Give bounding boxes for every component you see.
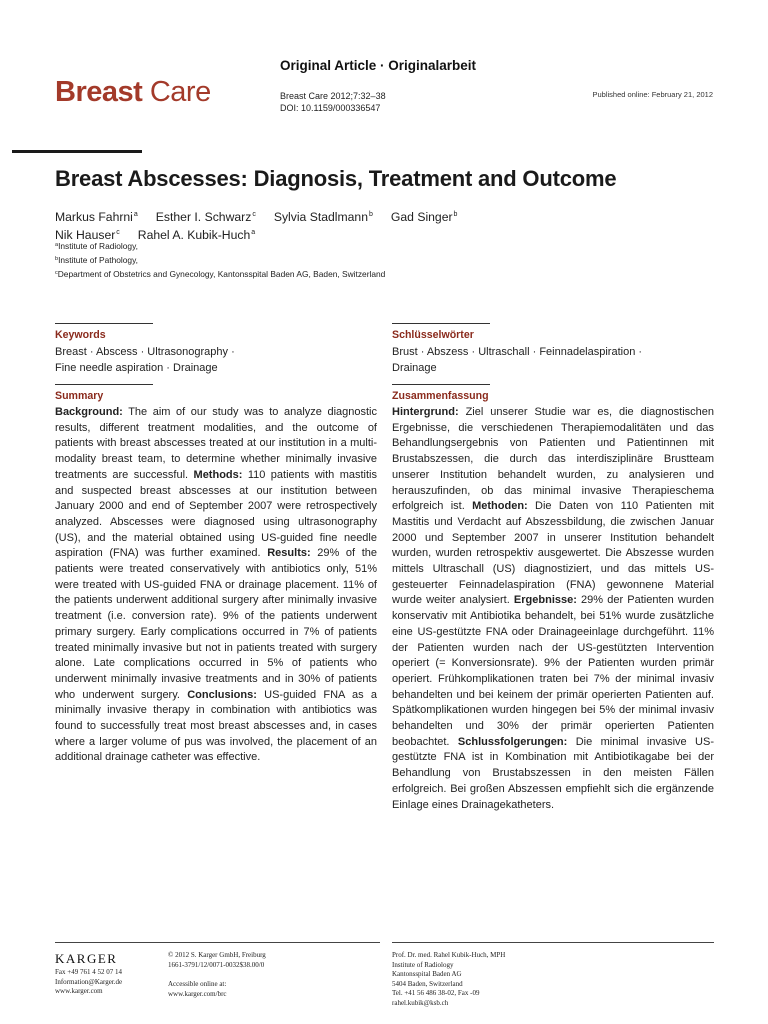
logo-care: Care xyxy=(142,76,211,108)
keywords-line: Brust · Abszess · Ultraschall · Feinnadelaspiration · xyxy=(392,346,643,358)
section-rule xyxy=(392,323,490,324)
access-label: Accessible online at: xyxy=(168,980,227,988)
citation: Breast Care 2012;7:32–38 xyxy=(280,91,386,101)
summary-de xyxy=(392,384,714,813)
keywords-heading: Schlüsselwörter xyxy=(392,329,474,341)
keywords-de xyxy=(392,323,714,376)
section-rule xyxy=(55,323,153,324)
author: Nik Hauser$^c$ xyxy=(55,228,120,242)
publisher-logo: KARGER xyxy=(55,951,118,966)
author: Esther I. Schwarz$^c$ xyxy=(155,210,256,224)
summary-heading: Zusammenfassung xyxy=(392,390,489,402)
summary-en xyxy=(55,384,377,766)
summary-heading: Summary xyxy=(55,390,104,402)
address-line: Prof. Dr. med. Rahel Kubik-Huch, MPH xyxy=(392,951,506,959)
published-online: Published online: February 21, 2012 xyxy=(592,90,713,99)
footer-rule xyxy=(392,942,714,943)
publisher-email[interactable]: Information@Karger.de xyxy=(55,977,123,986)
keywords-line: Fine needle aspiration · Drainage xyxy=(55,362,218,374)
citation-block xyxy=(280,90,386,114)
address-line: Kantonsspital Baden AG xyxy=(392,970,462,978)
paper-title: Breast Abscesses: Diagnosis, Treatment and Outcome xyxy=(55,166,617,191)
publisher-fax: Fax +49 761 4 52 07 14 xyxy=(55,968,122,976)
author-row-1 xyxy=(55,207,475,225)
affiliation: $^b$Institute of Pathology, xyxy=(55,255,138,265)
summary-text: Background: The aim of our study was to analyze diagnostic results, different treatment modalities, and the outcome of patients with breast abscesses treated at our institution in a multi-modality breast team, to determine whether minimally invasive treatments are successful. Methods: 110 patients with mastitis and suspected breast abscesses at our institution between January 2000 and end of September 2007 were retrospectively analyzed. Abscesses were diagnosed using ultrasonography (US), and the material obtained using US-guided fine needle aspiration (FNA) was further examined. Results: 29% of the patients were treated conservatively with antibiotics only, 51% were treated with US-guided FNA or drainage placement. 11% of the patients underwent additional surgery after minimally invasive treatment (i.e. conversion rate). 9% of the patients underwent primary surgery. Early complications occurred in 7% of patients treated minimally invasive but not in patients treated with surgery alone. Late complications occurred in 5% of patients who underwent minimally invasive treatments and in 30% of patients who underwent surgery. Conclusions: US-guided FNA as a minimally invasive therapy in combination with antibiotics was found to successfully treat most breast abscesses and, in cases where a larger volume of pus was involved, the placement of an additional drainage catheter was effective. xyxy=(55,406,377,764)
address-line: Institute of Radiology xyxy=(392,960,454,969)
address-line: Tel. +41 56 486 38-02, Fax -09 xyxy=(392,989,480,997)
author: Markus Fahrni$^a$ xyxy=(55,210,138,224)
publisher-contact xyxy=(55,968,122,997)
access-block xyxy=(168,980,227,999)
author: Gad Singer$^b$ xyxy=(390,210,458,224)
article-type: Original Article · Originalarbeit xyxy=(280,58,477,73)
logo-breast: Breast xyxy=(55,76,143,108)
publisher-web[interactable]: www.karger.com xyxy=(55,987,103,995)
doi: DOI: 10.1159/000336547 xyxy=(280,103,381,113)
header-rule xyxy=(12,150,142,153)
keywords-en xyxy=(55,323,377,376)
affiliation: $^c$Department of Obstetrics and Gynecology, Kantonsspital Baden AG, Baden, Switzerland xyxy=(55,269,386,279)
author: Sylvia Stadlmann$^b$ xyxy=(273,210,373,224)
access-url[interactable]: www.karger.com/brc xyxy=(168,989,227,998)
author: Rahel A. Kubik-Huch$^a$ xyxy=(137,228,256,242)
issn: 1661-3791/12/0071-0032$38.00/0 xyxy=(168,960,265,969)
keywords-line: Breast · Abscess · Ultrasonography · xyxy=(55,346,235,358)
keywords-heading: Keywords xyxy=(55,329,106,341)
correspondence-address xyxy=(392,951,505,1008)
journal-logo xyxy=(55,76,211,109)
copyright-block xyxy=(168,951,266,970)
keywords-line: Drainage xyxy=(392,362,437,374)
affiliations xyxy=(55,239,385,281)
summary-text: Hintergrund: Ziel unserer Studie war es, die diagnostischen Ergebnisse, die verschiedenen Therapiemodalitäten und das Behandlungsergebnis von Patienten und Patientinnen mit Brustabszessen, die durch das interdisziplinäre Brustteam unserer Institution behandelt wurden, zu analysieren und herauszufinden, ob das minimal invasive Therapieschema erfolgreich ist. Methoden: Die Daten von 110 Patienten mit Mastitis und Verdacht auf Abszessbildung, die zwischen Januar 2000 und September 2007 in unserer Institution behandelt wurden, wurden retrospektiv ausgewertet. Die Abszesse wurden mittels Ultraschall (US) diagnostiziert, und das mittels US-gesteuerter Feinnadelaspiration (FNA) gewonnene Material wurde weiter analysiert. Ergebnisse: 29% der Patienten wurden konservativ mit Antibiotika behandelt, bei 51% wurde zusätzliche eine US-gestützte FNA oder Drainageeinlage durchgeführt. 11% der Patienten wurden nach der US-gestützten Intervention operiert (= Konversionsrate). 9% der Patienten wurden primär operiert. Frühkomplikationen traten bei 7% der minimal invasiv behandelten und bei keinem der primär operierten Patienten auf. Spätkomplikationen wurden hingegen bei 5% der minimal invasiv behandelten und 30% der primär operierten Patienten beobachtet. Schlussfolgerungen: Die minimal invasive US-gestützte FNA ist in Kombination mit Antibiotikagabe bei der Behandlung von Brustabszessen in den meisten Fällen erfolgreich. Bei großen Abszessen empfiehlt sich die ergänzende Einlage eines Drainagekatheters. xyxy=(392,406,714,811)
author-list xyxy=(55,207,475,243)
address-email[interactable]: rahel.kubik@ksb.ch xyxy=(392,998,449,1007)
address-line: 5404 Baden, Switzerland xyxy=(392,979,463,988)
affiliation: $^a$Institute of Radiology, xyxy=(55,241,138,251)
copyright: © 2012 S. Karger GmbH, Freiburg xyxy=(168,951,266,959)
footer-rule xyxy=(55,942,380,943)
section-rule xyxy=(55,384,153,385)
section-rule xyxy=(392,384,490,385)
